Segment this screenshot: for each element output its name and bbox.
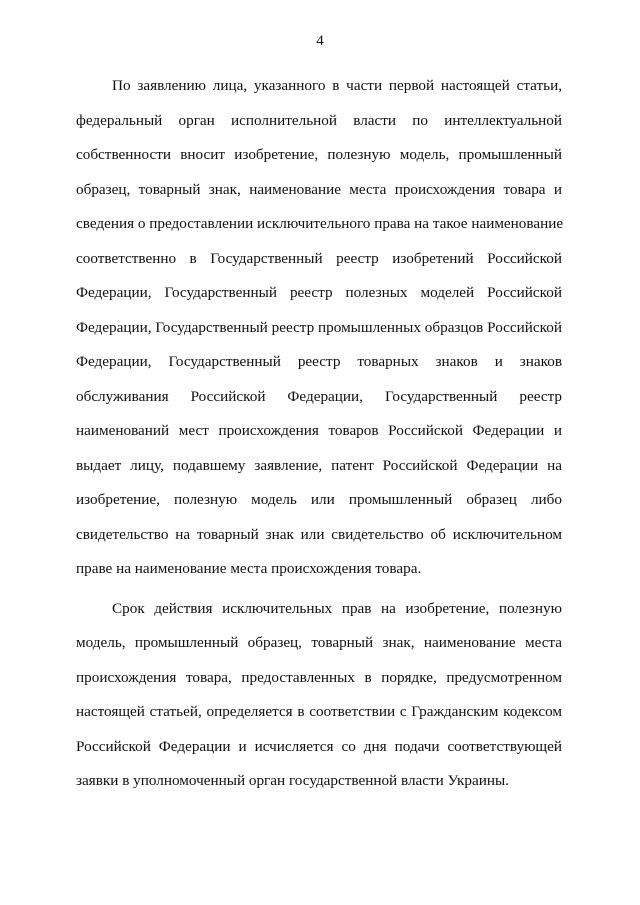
text-line: федеральный орган исполнительной власти по интеллектуальной	[76, 111, 562, 129]
document-body	[76, 69, 562, 799]
text-line: Федерации, Государственный реестр промышленных образцов Российской	[76, 318, 562, 336]
paragraph-term-of-rights	[76, 592, 562, 799]
text-line: Российской Федерации и исчисляется со дня подачи соответствующей	[76, 737, 562, 755]
text-line: свидетельство на товарный знак или свидетельство об исключительном	[76, 525, 562, 543]
text-line: образец, товарный знак, наименование места происхождения товара и	[76, 180, 562, 198]
text-line: Федерации, Государственный реестр товарных знаков и знаков	[76, 353, 562, 370]
paragraph-registration	[76, 69, 562, 587]
text-line: заявки в уполномоченный орган государственной власти Украины.	[76, 772, 509, 789]
text-line: модель, промышленный образец, товарный знак, наименование места	[76, 634, 562, 651]
text-line: настоящей статьей, определяется в соответствии с Гражданским кодексом	[76, 703, 562, 720]
page-number: 4	[316, 33, 324, 49]
text-line: происхождения товара, предоставленных в порядке, предусмотренном	[76, 668, 562, 686]
text-line: собственности вносит изобретение, полезную модель, промышленный	[76, 146, 562, 163]
text-line: сведения о предоставлении исключительного права на такое наименование	[76, 215, 564, 232]
text-line: праве на наименование места происхождения товара.	[76, 560, 422, 577]
text-line: наименований мест происхождения товаров Российской Федерации и	[76, 422, 562, 439]
text-line: выдает лицу, подавшему заявление, патент Российской Федерации на	[76, 456, 562, 474]
text-line: Срок действия исключительных прав на изобретение, полезную	[112, 599, 562, 617]
text-line: По заявлению лица, указанного в части первой настоящей статьи,	[112, 77, 562, 94]
text-line: соответственно в Государственный реестр изобретений Российской	[76, 249, 562, 267]
text-line: изобретение, полезную модель или промышленный образец либо	[76, 491, 562, 508]
text-line: Федерации, Государственный реестр полезных моделей Российской	[76, 284, 562, 301]
text-line: обслуживания Российской Федерации, Государственный реестр	[76, 387, 562, 405]
